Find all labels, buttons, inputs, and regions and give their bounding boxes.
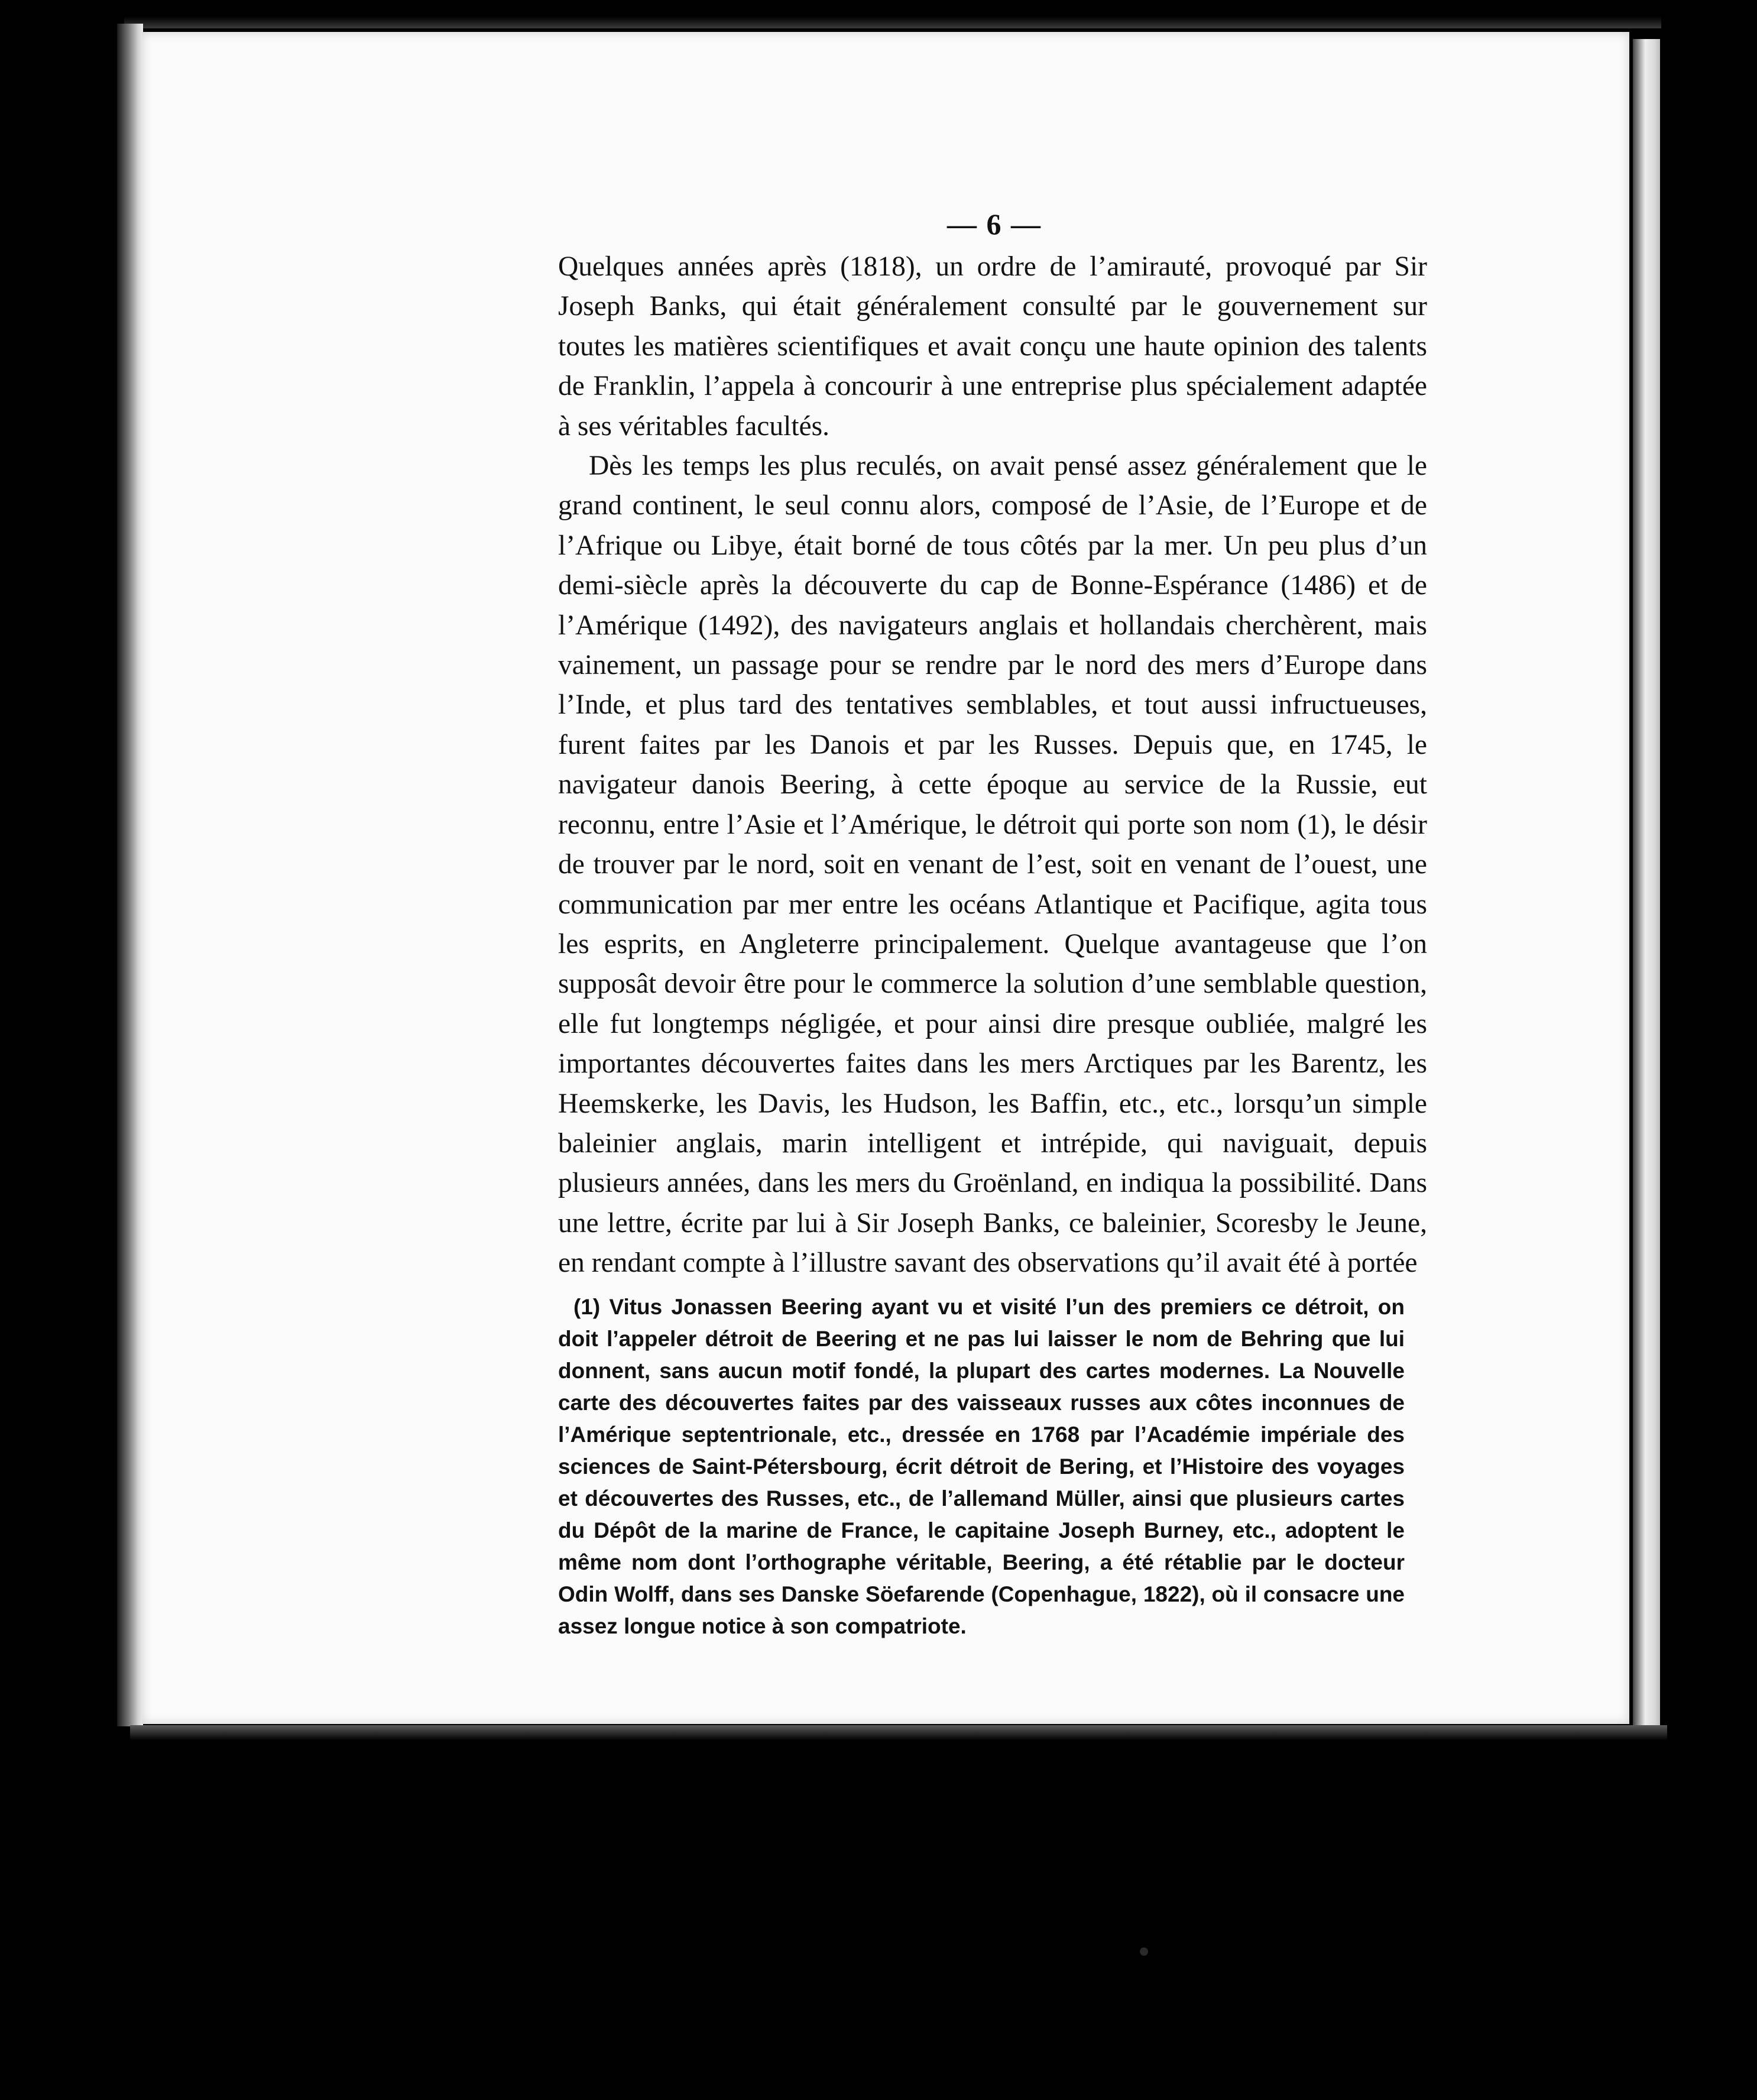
footnote-block — [558, 1291, 1405, 1642]
next-page-edge — [1633, 39, 1660, 1725]
page-left-shadow — [117, 24, 143, 1726]
paragraph-1: Quelques années après (1818), un ordre de l’amirauté, provoqué par Sir Joseph Banks, qui était généralement consulté par le gouvernement sur toutes les matières scientifiques et avait conçu une haute opinion des talents de Franklin, l’appela à concourir à une entreprise plus spécialement adaptée à ses véritables facultés. — [558, 251, 1427, 442]
page-number: — 6 — — [947, 208, 1042, 241]
page-bottom-edge — [130, 1725, 1667, 1741]
scan-speck — [1140, 1947, 1148, 1956]
footnote-text: Vitus Jonassen Beering ayant vu et visité l’un des premiers ce détroit, on doit l’appeler détroit de Beering et ne pas lui laisser le nom de Behring que lui donnent, sans aucun motif fondé, la plupart des cartes modernes. La Nouvelle carte des découvertes faites par des vaisseaux russes aux côtes inconnues de l’Amérique septentrionale, etc., dressée en 1768 par l’Académie impériale des sciences de Saint-Pétersbourg, écrit détroit de Bering, et l’Histoire des voyages et découvertes des Russes, etc., de l’allemand Müller, ainsi que plusieurs cartes du Dépôt de la marine de France, le capitaine Joseph Burney, etc., adoptent le même nom dont l’orthographe véritable, Beering, a été rétablie par le docteur Odin Wolff, dans ses Danske Söefarende (Copenhague, 1822), où il consacre une assez longue notice à son compatriote. — [558, 1295, 1405, 1638]
footnote-1 — [558, 1291, 1405, 1642]
footnote-marker: (1) — [573, 1295, 601, 1319]
page-top-edge — [124, 17, 1661, 28]
main-text — [558, 247, 1427, 1284]
paragraph-2: Dès les temps les plus reculés, on avait pensé assez généralement que le grand continent, le seul connu alors, composé de l’Asie, de l’Europe et de l’Afrique ou Libye, était borné de tous côtés par la mer. Un peu plus d’un demi-siècle après la découverte du cap de Bonne-Espérance (1486) et de l’Amérique (1492), des navigateurs anglais et hollandais cherchèrent, mais vainement, un passage pour se rendre par le nord des mers d’Europe dans l’Inde, et plus tard des tentatives semblables, et tout aussi infructueuses, furent faites par les Danois et par les Russes. Depuis que, en 1745, le navigateur danois Beering, à cette époque au service de la Russie, eut reconnu, entre l’Asie et l’Amérique, le détroit qui porte son nom (1), le désir de trouver par le nord, soit en venant de l’est, soit en venant de l’ouest, une communication par mer entre les océans Atlantique et Pacifique, agita tous les esprits, en Angleterre principalement. Quelque avantageuse que l’on supposât devoir être pour le commerce la solution d’une semblable question, elle fut longtemps négligée, et pour ainsi dire presque oubliée, malgré les importantes découvertes faites dans les mers Arctiques par les Barentz, les Heemskerke, les Davis, les Hudson, les Baffin, etc., etc., lorsqu’un simple baleinier anglais, marin intelligent et intrépide, qui naviguait, depuis plusieurs années, dans les mers du Groënland, en indiqua la possibilité. Dans une lettre, écrite par lui à Sir Joseph Banks, ce baleinier, Scoresby le Jeune, en rendant compte à l’illustre savant des observations qu’il avait été à portée — [558, 451, 1427, 1279]
